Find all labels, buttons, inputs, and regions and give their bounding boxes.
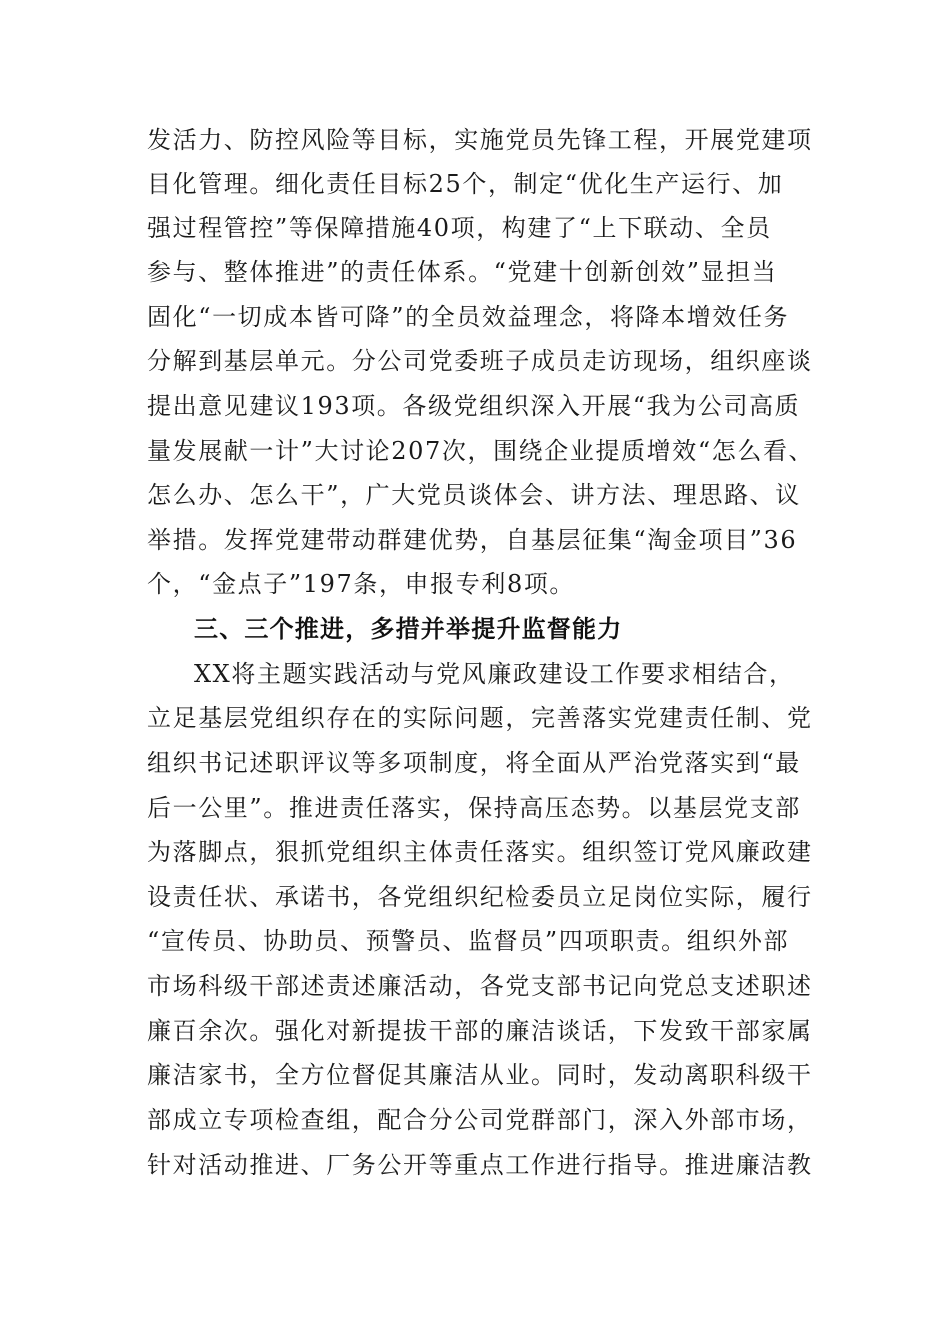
paragraph-2-line: 廉百余次。强化对新提拔干部的廉洁谈话，下发致干部家属 xyxy=(147,1017,813,1045)
paragraph-2-line: 市场科级干部述责述廉活动，各党支部书记向党总支述职述 xyxy=(147,972,813,1000)
paragraph-2-line: 立足基层党组织存在的实际问题，完善落实党建责任制、党 xyxy=(147,704,813,732)
paragraph-2-line: 部成立专项检查组，配合分公司党群部门，深入外部市场， xyxy=(147,1106,813,1134)
section-heading: 三、三个推进，多措并举提升监督能力 xyxy=(194,615,623,643)
paragraph-2-line: 组织书记述职评议等多项制度，将全面从严治党落实到“最 xyxy=(147,749,801,777)
paragraph-1-line: 举措。发挥党建带动群建优势，自基层征集“淘金项目”36 xyxy=(147,526,798,554)
paragraph-1-line: 固化“一切成本皆可降”的全员效益理念，将降本增效任务 xyxy=(147,303,790,331)
paragraph-2-line: “宣传员、协助员、预警员、监督员”四项职责。组织外部 xyxy=(147,927,790,955)
paragraph-2-line: 后一公里”。推进责任落实，保持高压态势。以基层党支部 xyxy=(147,794,801,822)
paragraph-2-line: 为落脚点，狠抓党组织主体责任落实。组织签订党风廉政建 xyxy=(147,838,813,866)
paragraph-1-line: 个，“金点子”197条，申报专利8项。 xyxy=(147,570,576,598)
paragraph-1-line: 发活力、防控风险等目标，实施党员先锋工程，开展党建项 xyxy=(147,126,813,154)
paragraph-1-line: 参与、整体推进”的责任体系。“党建十创新创效”显担当 xyxy=(147,258,778,286)
paragraph-1-line: 强过程管控”等保障措施40项，构建了“上下联动、全员 xyxy=(147,214,772,242)
paragraph-2-line: XX将主题实践活动与党风廉政建设工作要求相结合， xyxy=(194,660,795,688)
paragraph-2-line: 设责任状、承诺书，各党组织纪检委员立足岗位实际，履行 xyxy=(147,883,813,911)
paragraph-1-line: 量发展献一计”大讨论207次，围绕企业提质增效“怎么看、 xyxy=(147,437,815,465)
paragraph-1-line: 提出意见建议193项。各级党组织深入开展“我为公司高质 xyxy=(147,392,801,420)
paragraph-1-line: 分解到基层单元。分公司党委班子成员走访现场，组织座谈 xyxy=(147,347,813,375)
paragraph-2-line: 针对活动推进、厂务公开等重点工作进行指导。推进廉洁教 xyxy=(147,1151,813,1179)
paragraph-2-line: 廉洁家书，全方位督促其廉洁从业。同时，发动离职科级干 xyxy=(147,1061,813,1089)
paragraph-1-line: 怎么办、怎么干”，广大党员谈体会、讲方法、理思路、议 xyxy=(147,481,801,509)
paragraph-1-line: 目化管理。细化责任目标25个，制定“优化生产运行、加 xyxy=(147,170,784,198)
